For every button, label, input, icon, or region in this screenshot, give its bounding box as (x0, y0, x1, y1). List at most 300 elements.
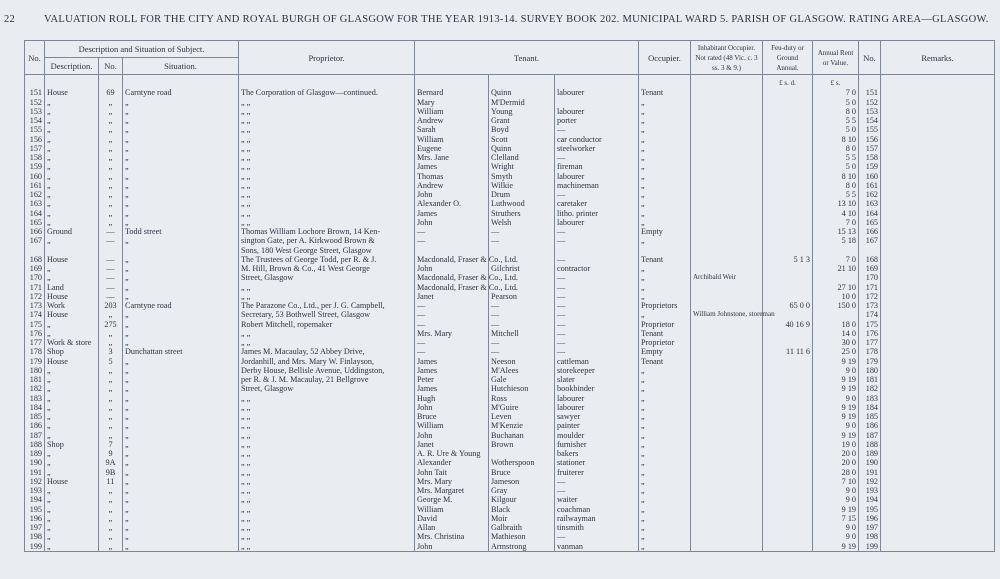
row-feu-duty (763, 199, 813, 208)
row-tenant-occupation: moulder (555, 431, 639, 440)
row-tenant-forename: — (415, 338, 489, 347)
row-tenant-forename: A. R. Ure & Young (415, 449, 489, 458)
row-number: „ (99, 421, 123, 430)
row-tenant-forename: John (415, 403, 489, 412)
row-tenant-surname: Wright (489, 162, 555, 171)
row-tenant-surname: Welsh (489, 218, 555, 227)
row-tenant-forename: Alexander O. (415, 199, 489, 208)
row-tenant-surname: Gray (489, 486, 555, 495)
row-tenant-occupation: sawyer (555, 412, 639, 421)
table-row (25, 421, 995, 430)
row-occupier: „ (639, 218, 691, 227)
row-tenant-surname: Smyth (489, 172, 555, 181)
row-proprietor: M. Hill, Brown & Co., 41 West George (239, 264, 415, 273)
row-annual-rent: 7 10 (813, 477, 859, 486)
row-feu-duty (763, 375, 813, 384)
row-tenant-occupation: — (555, 125, 639, 134)
row-inhabitant (691, 153, 763, 162)
row-annual-rent: 7 15 (813, 514, 859, 523)
row-no-right: 158 (859, 153, 881, 162)
col-occupier: Occupier. (639, 41, 691, 75)
row-situation: „ (123, 162, 239, 171)
col-situation: Situation. (123, 58, 239, 75)
row-remarks (881, 273, 995, 282)
row-tenant-occupation (555, 98, 639, 107)
row-tenant-surname: Ross (489, 394, 555, 403)
row-number: „ (99, 125, 123, 134)
row-description: „ (45, 431, 99, 440)
row-inhabitant (691, 283, 763, 292)
row-remarks (881, 495, 995, 504)
row-number: „ (99, 431, 123, 440)
row-feu-duty (763, 366, 813, 375)
row-occupier: „ (639, 125, 691, 134)
row-occupier: Proprietor (639, 320, 691, 329)
row-tenant-occupation: slater (555, 375, 639, 384)
row-proprietor: „ „ (239, 135, 415, 144)
row-no: 181 (25, 375, 45, 384)
row-annual-rent: 5 5 (813, 116, 859, 125)
row-annual-rent: 13 10 (813, 199, 859, 208)
row-number: 275 (99, 320, 123, 329)
row-number: „ (99, 181, 123, 190)
table-row (25, 162, 995, 171)
row-occupier: „ (639, 403, 691, 412)
col-inhabitant: Inhabitant Occupier. Not rated (48 Vic. c. 3 ss. 3 & 9.) (691, 41, 763, 75)
row-remarks (881, 384, 995, 393)
table-row (25, 209, 995, 218)
row-feu-duty (763, 162, 813, 171)
row-tenant-surname: M'Dermid (489, 98, 555, 107)
row-situation: „ (123, 218, 239, 227)
row-tenant-occupation: — (555, 320, 639, 329)
row-description: „ (45, 172, 99, 181)
row-no-right: 156 (859, 135, 881, 144)
row-tenant-occupation: caretaker (555, 199, 639, 208)
row-situation: „ (123, 273, 239, 282)
row-description: „ (45, 542, 99, 552)
row-occupier: „ (639, 310, 691, 319)
row-annual-rent: 14 0 (813, 329, 859, 338)
row-tenant-surname: — (489, 338, 555, 347)
row-inhabitant (691, 458, 763, 467)
row-remarks (881, 449, 995, 458)
row-tenant-forename: Mrs. Jane (415, 153, 489, 162)
table-row (25, 107, 995, 116)
row-no: 198 (25, 532, 45, 541)
row-annual-rent: 5 0 (813, 98, 859, 107)
row-proprietor: „ „ (239, 449, 415, 458)
row-remarks (881, 320, 995, 329)
row-remarks (881, 153, 995, 162)
row-tenant-occupation: — (555, 338, 639, 347)
row-feu-duty (763, 440, 813, 449)
row-inhabitant (691, 301, 763, 310)
table-row (25, 532, 995, 541)
row-occupier: „ (639, 458, 691, 467)
row-tenant-forename: — (415, 310, 489, 319)
table-row (25, 181, 995, 190)
row-tenant-forename: William (415, 421, 489, 430)
row-feu-duty (763, 125, 813, 134)
row-proprietor: The Parazone Co., Ltd., per J. G. Campbell, (239, 301, 415, 310)
row-proprietor: The Corporation of Glasgow—continued. (239, 88, 415, 97)
row-remarks (881, 135, 995, 144)
valuation-table (24, 40, 995, 552)
row-description: „ (45, 384, 99, 393)
row-remarks (881, 190, 995, 199)
row-situation: „ (123, 283, 239, 292)
row-no-right: 172 (859, 292, 881, 301)
row-situation: „ (123, 486, 239, 495)
row-no-right: 160 (859, 172, 881, 181)
col-no: No. (25, 41, 45, 75)
row-occupier: Proprietors (639, 301, 691, 310)
row-tenant-occupation: railwayman (555, 514, 639, 523)
row-tenant-surname: Leven (489, 412, 555, 421)
row-description: „ (45, 532, 99, 541)
row-description: „ (45, 421, 99, 430)
row-tenant-surname: Neeson (489, 357, 555, 366)
row-occupier: Tenant (639, 255, 691, 264)
row-tenant-forename: — (415, 227, 489, 236)
row-no: 173 (25, 301, 45, 310)
row-description: „ (45, 144, 99, 153)
row-tenant-forename: Mrs. Christina (415, 532, 489, 541)
row-inhabitant (691, 255, 763, 264)
row-no: 191 (25, 468, 45, 477)
row-no-right: 161 (859, 181, 881, 190)
row-no-right: 185 (859, 412, 881, 421)
row-tenant-surname: Pearson (489, 292, 555, 301)
row-tenant-occupation: litho. printer (555, 209, 639, 218)
row-no: 182 (25, 384, 45, 393)
row-tenant-occupation: — (555, 153, 639, 162)
row-no-right: 164 (859, 209, 881, 218)
row-occupier: „ (639, 209, 691, 218)
row-occupier: „ (639, 135, 691, 144)
row-feu-duty (763, 495, 813, 504)
row-no-right: 171 (859, 283, 881, 292)
row-number: 5 (99, 357, 123, 366)
row-proprietor: Thomas William Lochore Brown, 14 Ken- (239, 227, 415, 236)
row-description: Ground (45, 227, 99, 236)
row-annual-rent: 7 0 (813, 218, 859, 227)
row-tenant-surname: — (489, 301, 555, 310)
page-title: VALUATION ROLL FOR THE CITY AND ROYAL BURGH OF GLASGOW FOR THE YEAR 1913-14. SURVEY BOOK 202. MUNICIPAL WARD 5. PARISH OF GLASGOW. RATING AREA—GLASGOW. (44, 14, 989, 25)
row-no: 194 (25, 495, 45, 504)
row-remarks (881, 505, 995, 514)
row-inhabitant (691, 172, 763, 181)
row-situation: „ (123, 514, 239, 523)
row-inhabitant (691, 135, 763, 144)
row-inhabitant (691, 477, 763, 486)
row-no: 158 (25, 153, 45, 162)
header-row-1 (25, 41, 995, 58)
row-situation: „ (123, 532, 239, 541)
row-inhabitant (691, 162, 763, 171)
table-row (25, 542, 995, 552)
row-tenant-surname: Hutchieson (489, 384, 555, 393)
row-annual-rent: 9 19 (813, 542, 859, 552)
table-row (25, 375, 995, 384)
row-proprietor: Secretary, 53 Bothwell Street, Glasgow (239, 310, 415, 319)
table-row (25, 116, 995, 125)
row-description: „ (45, 236, 99, 245)
row-tenant-occupation: — (555, 486, 639, 495)
row-no-right: 169 (859, 264, 881, 273)
row-annual-rent: 9 19 (813, 357, 859, 366)
table-row (25, 190, 995, 199)
row-occupier: „ (639, 283, 691, 292)
row-tenant-occupation: painter (555, 421, 639, 430)
row-feu-duty (763, 227, 813, 236)
row-inhabitant (691, 88, 763, 97)
row-tenant-forename: James (415, 209, 489, 218)
table-row (25, 357, 995, 366)
row-feu-duty (763, 107, 813, 116)
row-tenant-surname: Boyd (489, 125, 555, 134)
row-tenant-occupation: furnisher (555, 440, 639, 449)
row-remarks (881, 255, 995, 264)
row-annual-rent: 9 0 (813, 366, 859, 375)
row-annual-rent: 19 0 (813, 440, 859, 449)
rent-units: £ s. (813, 75, 859, 89)
row-tenant-forename: Andrew (415, 181, 489, 190)
row-annual-rent: 9 0 (813, 486, 859, 495)
row-remarks (881, 338, 995, 347)
row-situation: „ (123, 542, 239, 552)
row-proprietor: per R. & J. M. Macaulay, 21 Bellgrove (239, 375, 415, 384)
row-remarks (881, 329, 995, 338)
row-tenant-forename: Mrs. Mary (415, 477, 489, 486)
row-proprietor: Derby House, Bellisle Avenue, Uddingston, (239, 366, 415, 375)
row-number: — (99, 264, 123, 273)
row-inhabitant (691, 542, 763, 552)
row-no: 157 (25, 144, 45, 153)
table-row (25, 283, 995, 292)
row-tenant-surname: Jameson (489, 477, 555, 486)
row-annual-rent (813, 246, 859, 255)
row-feu-duty (763, 172, 813, 181)
row-remarks (881, 144, 995, 153)
row-tenant-surname: Scott (489, 135, 555, 144)
row-tenant-occupation: — (555, 477, 639, 486)
row-tenant-forename: Sarah (415, 125, 489, 134)
row-occupier: „ (639, 375, 691, 384)
row-description: „ (45, 375, 99, 384)
row-description: „ (45, 486, 99, 495)
row-annual-rent: 21 10 (813, 264, 859, 273)
row-no: 159 (25, 162, 45, 171)
row-inhabitant (691, 357, 763, 366)
row-tenant-forename: John (415, 431, 489, 440)
row-feu-duty: 11 11 6 (763, 347, 813, 356)
row-tenant-occupation: coachman (555, 505, 639, 514)
row-remarks (881, 440, 995, 449)
row-tenant-forename: — (415, 320, 489, 329)
row-occupier: „ (639, 190, 691, 199)
row-remarks (881, 412, 995, 421)
row-annual-rent (813, 273, 859, 282)
row-description: „ (45, 218, 99, 227)
row-remarks (881, 523, 995, 532)
row-annual-rent: 7 0 (813, 255, 859, 264)
row-situation: „ (123, 292, 239, 301)
table-row (25, 144, 995, 153)
row-proprietor: „ „ (239, 458, 415, 467)
row-no-right: 195 (859, 505, 881, 514)
row-no: 187 (25, 431, 45, 440)
row-number: „ (99, 366, 123, 375)
row-no: 180 (25, 366, 45, 375)
row-proprietor: sington Gate, per A. Kirkwood Brown & (239, 236, 415, 245)
row-situation: Carntyne road (123, 88, 239, 97)
row-annual-rent (813, 310, 859, 319)
table-row (25, 246, 995, 255)
row-proprietor: Robert Mitchell, ropemaker (239, 320, 415, 329)
row-number: „ (99, 532, 123, 541)
units-row (25, 75, 995, 89)
row-inhabitant (691, 403, 763, 412)
row-proprietor: Street, Glasgow (239, 384, 415, 393)
row-number: „ (99, 384, 123, 393)
row-feu-duty (763, 209, 813, 218)
table-row (25, 227, 995, 236)
table-row (25, 88, 995, 97)
table-row (25, 310, 995, 319)
row-tenant-occupation: storekeeper (555, 366, 639, 375)
row-no: 152 (25, 98, 45, 107)
row-situation: „ (123, 209, 239, 218)
row-number (99, 246, 123, 255)
row-number: 11 (99, 477, 123, 486)
row-description: „ (45, 135, 99, 144)
row-feu-duty (763, 384, 813, 393)
row-no-right: 155 (859, 125, 881, 134)
row-occupier: „ (639, 468, 691, 477)
row-situation: „ (123, 264, 239, 273)
row-remarks (881, 542, 995, 552)
row-inhabitant (691, 125, 763, 134)
row-description: „ (45, 273, 99, 282)
row-no-right: 178 (859, 347, 881, 356)
row-inhabitant (691, 505, 763, 514)
row-no: 179 (25, 357, 45, 366)
row-no-right: 194 (859, 495, 881, 504)
row-remarks (881, 486, 995, 495)
row-no-right: 193 (859, 486, 881, 495)
row-remarks (881, 375, 995, 384)
row-no: 168 (25, 255, 45, 264)
row-proprietor: James M. Macaulay, 52 Abbey Drive, (239, 347, 415, 356)
row-inhabitant (691, 523, 763, 532)
row-situation: „ (123, 181, 239, 190)
table-row (25, 338, 995, 347)
row-feu-duty (763, 357, 813, 366)
row-tenant-forename: Janet (415, 292, 489, 301)
row-situation: „ (123, 125, 239, 134)
row-inhabitant (691, 514, 763, 523)
table-body (25, 75, 995, 552)
row-situation: „ (123, 384, 239, 393)
row-number: „ (99, 329, 123, 338)
row-no-right: 177 (859, 338, 881, 347)
row-proprietor: „ „ (239, 495, 415, 504)
row-proprietor: „ „ (239, 394, 415, 403)
row-tenant-forename: Mrs. Margaret (415, 486, 489, 495)
row-proprietor: „ „ (239, 162, 415, 171)
row-no: 165 (25, 218, 45, 227)
row-feu-duty (763, 523, 813, 532)
row-proprietor: „ „ (239, 468, 415, 477)
table-row (25, 523, 995, 532)
row-feu-duty (763, 329, 813, 338)
table-row (25, 264, 995, 273)
row-number: „ (99, 394, 123, 403)
row-tenant-occupation (555, 246, 639, 255)
row-description: „ (45, 458, 99, 467)
row-situation: „ (123, 412, 239, 421)
row-inhabitant (691, 440, 763, 449)
row-description: Work & store (45, 338, 99, 347)
row-remarks (881, 264, 995, 273)
table-row (25, 495, 995, 504)
row-occupier: „ (639, 523, 691, 532)
row-feu-duty (763, 431, 813, 440)
row-description: „ (45, 403, 99, 412)
row-proprietor: „ „ (239, 532, 415, 541)
row-no-right: 191 (859, 468, 881, 477)
row-tenant-surname: Moir (489, 514, 555, 523)
row-number: — (99, 255, 123, 264)
row-situation: „ (123, 329, 239, 338)
row-no (25, 246, 45, 255)
row-no: 153 (25, 107, 45, 116)
row-no-right: 179 (859, 357, 881, 366)
row-no: 171 (25, 283, 45, 292)
row-occupier: „ (639, 366, 691, 375)
row-tenant-surname: Buchanan (489, 431, 555, 440)
table-row (25, 301, 995, 310)
row-no: 151 (25, 88, 45, 97)
row-remarks (881, 116, 995, 125)
row-tenant-forename: John (415, 542, 489, 552)
row-tenant-occupation: — (555, 310, 639, 319)
row-situation: „ (123, 477, 239, 486)
row-tenant-forename: William (415, 505, 489, 514)
row-situation: „ (123, 394, 239, 403)
row-situation: „ (123, 440, 239, 449)
row-tenant-occupation: machineman (555, 181, 639, 190)
row-remarks (881, 209, 995, 218)
row-remarks (881, 162, 995, 171)
row-tenant-forename: John (415, 190, 489, 199)
row-description: House (45, 88, 99, 97)
row-description: „ (45, 153, 99, 162)
row-no-right: 170 (859, 273, 881, 282)
table-row (25, 236, 995, 245)
row-situation: „ (123, 135, 239, 144)
row-number: „ (99, 523, 123, 532)
row-tenant-surname: Drum (489, 190, 555, 199)
row-remarks (881, 458, 995, 467)
row-tenant-surname: Mathieson (489, 532, 555, 541)
row-feu-duty (763, 532, 813, 541)
row-number: — (99, 292, 123, 301)
row-number: — (99, 227, 123, 236)
row-no: 197 (25, 523, 45, 532)
